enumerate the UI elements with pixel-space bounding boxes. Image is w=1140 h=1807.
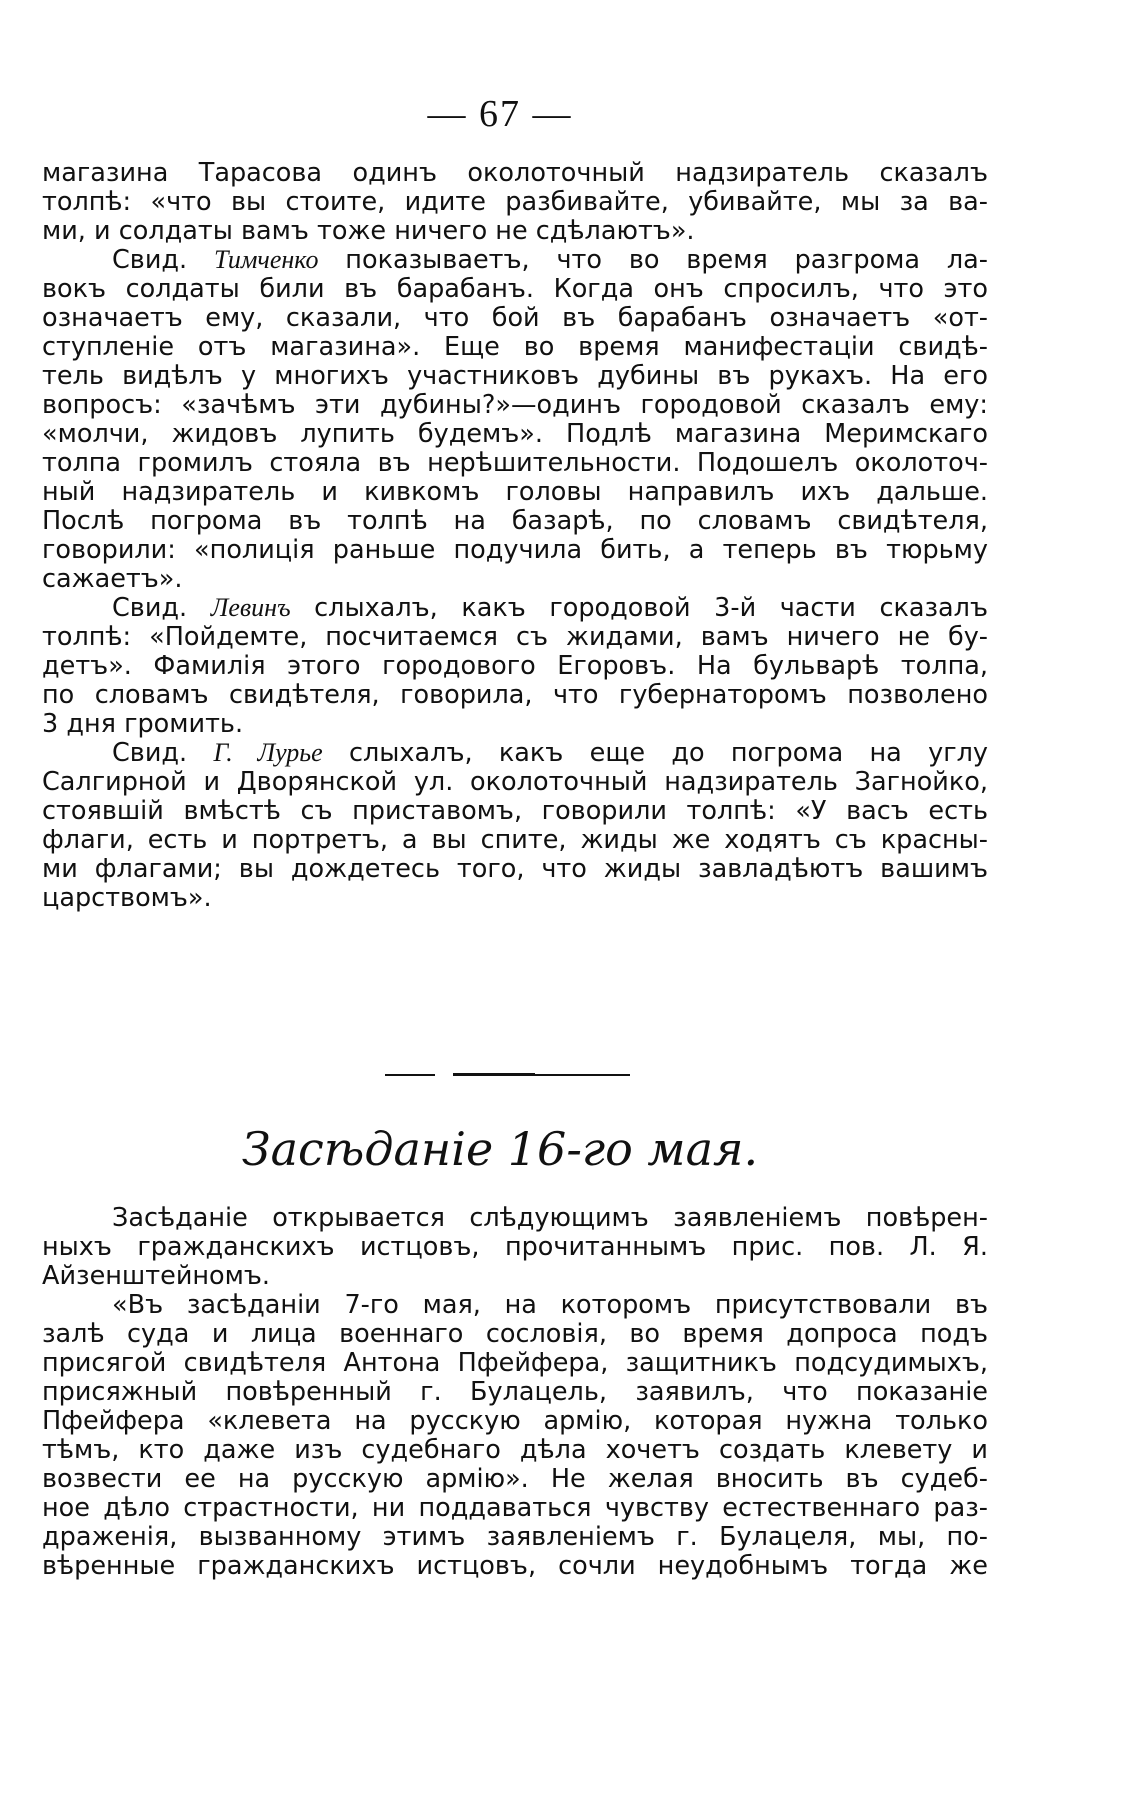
text-line: царствомъ». <box>42 883 212 913</box>
text-line: тѣмъ, кто даже изъ судебнаго дѣла хочетъ создать клевету и <box>42 1435 988 1465</box>
text-line: толпѣ: «что вы стоите, идите разбивайте, убивайте, мы за ва- <box>42 187 988 217</box>
text-line: магазина Тарасова одинъ околоточный надзиратель сказалъ <box>42 158 988 188</box>
text-line: толпа громилъ стояла въ нерѣшительности. Подошелъ околоточ- <box>42 448 988 478</box>
text-line: «молчи, жидовъ лупить будемъ». Подлѣ магазина Меримскаго <box>42 419 988 449</box>
text-line: тель видѣлъ у многихъ участниковъ дубины въ рукахъ. На его <box>42 361 988 391</box>
text-line: 3 дня громить. <box>42 709 244 739</box>
page-number: — 67 — <box>427 93 573 135</box>
text-line: ступленіе отъ магазина». Еще во время манифестаціи свидѣ- <box>42 332 988 362</box>
text-line: по словамъ свидѣтеля, говорила, что губернаторомъ позволено <box>42 680 988 710</box>
text-line: ное дѣло страстности, ни поддаваться чувству естественнаго раз- <box>42 1493 988 1523</box>
witness-line-lurie: Свид. Г. Лурье слыхалъ, какъ еще до погрома на углу <box>112 738 988 768</box>
text-line: ми флагами; вы дождетесь того, что жиды завладѣютъ вашимъ <box>42 854 988 884</box>
text-line: драженія, вызванному этимъ заявленіемъ г. Булацеля, мы, по- <box>42 1522 988 1552</box>
body-text-top <box>42 156 988 916</box>
text-line: Айзенштейномъ. <box>42 1261 271 1291</box>
text-line: Послѣ погрома въ толпѣ на базарѣ, по словамъ свидѣтеля, <box>42 506 988 536</box>
text-line: «Въ засѣданіи 7-го мая, на которомъ присутствовали въ <box>112 1290 988 1320</box>
text-line: означаетъ ему, сказали, что бой въ барабанъ означаетъ «от- <box>42 303 988 333</box>
text-line: присягой свидѣтеля Антона Пфейфера, защитникъ подсудимыхъ, <box>42 1348 988 1378</box>
text-line: сажаетъ». <box>42 564 183 594</box>
section-title: Засѣданіе 16-го мая. <box>241 1122 759 1176</box>
text-line: флаги, есть и портретъ, а вы спите, жиды же ходятъ съ красны- <box>42 825 988 855</box>
text-line: вѣренные гражданскихъ истцовъ, сочли неудобнымъ тогда же <box>42 1551 988 1581</box>
text-line: вопросъ: «зачѣмъ эти дубины?»—одинъ городовой сказалъ ему: <box>42 390 988 420</box>
witness-name: Г. Лурье <box>213 738 323 767</box>
section-divider <box>385 1072 630 1078</box>
witness-line-levin: Свид. Левинъ слыхалъ, какъ городовой 3-й части сказалъ <box>112 593 988 623</box>
text-line: Засѣданіе открывается слѣдующимъ заявленіемъ повѣрен- <box>112 1203 988 1233</box>
text-line: Пфейфера «клевета на русскую армію, которая нужна только <box>42 1406 988 1436</box>
text-line: Салгирной и Дворянской ул. околоточный надзиратель Загнойко, <box>42 767 988 797</box>
text-line: толпѣ: «Пойдемте, посчитаемся съ жидами, вамъ ничего не бу- <box>42 622 988 652</box>
text-line: присяжный повѣренный г. Булацель, заявилъ, что показаніе <box>42 1377 988 1407</box>
body-text-bottom <box>42 1201 988 1601</box>
text-line: говорили: «полиція раньше подучила бить, а теперь въ тюрьму <box>42 535 988 565</box>
text-line: детъ». Фамилія этого городового Егоровъ. На бульварѣ толпа, <box>42 651 988 681</box>
witness-name: Левинъ <box>210 593 291 622</box>
text-line: ный надзиратель и кивкомъ головы направилъ ихъ дальше. <box>42 477 988 507</box>
witness-name: Тимченко <box>214 245 319 274</box>
text-line: стоявшій вмѣстѣ съ приставомъ, говорили толпѣ: «У васъ есть <box>42 796 988 826</box>
witness-line-timchenko: Свид. Тимченко показываетъ, что во время разгрома ла- <box>112 245 989 275</box>
text-line: вокъ солдаты били въ барабанъ. Когда онъ спросилъ, что это <box>42 274 988 304</box>
text-line: возвести ее на русскую армію». Не желая вносить въ судеб- <box>42 1464 988 1494</box>
text-line: ми, и солдаты вамъ тоже ничего не сдѣлаютъ». <box>42 216 695 246</box>
text-line: ныхъ гражданскихъ истцовъ, прочитаннымъ прис. пов. Л. Я. <box>42 1232 988 1262</box>
text-line: залѣ суда и лица военнаго сословія, во время допроса подъ <box>42 1319 988 1349</box>
